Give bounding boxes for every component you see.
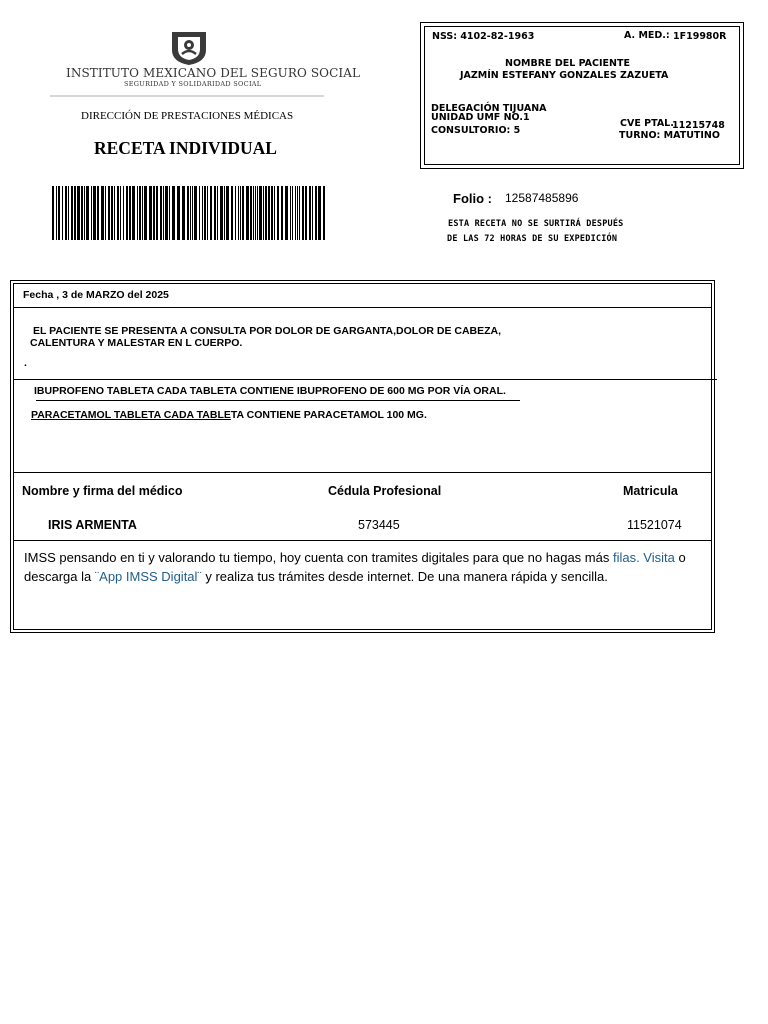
matricula-label: Matricula (623, 484, 678, 498)
barcode-bar (86, 186, 89, 240)
expiry-notice-line-2: DE LAS 72 HORAS DE SU EXPEDICIÓN (447, 234, 618, 244)
barcode-bar (111, 186, 113, 240)
barcode-bar (163, 186, 164, 240)
barcode-bar (265, 186, 267, 240)
barcode-bar (210, 186, 212, 240)
nss-number: NSS: 4102-82-1963 (432, 31, 535, 42)
diagnosis-line-2: CALENTURA Y MALESTAR EN L CUERPO. (30, 337, 243, 349)
barcode-bar (199, 186, 200, 240)
barcode-bar (290, 186, 291, 240)
barcode-bar (93, 186, 96, 240)
header-divider (50, 95, 324, 97)
barcode-bar (58, 186, 60, 240)
footer-text-1: IMSS pensando en ti y valorando tu tiempo, hoy cuenta con tramites digitales para que no hagas más (24, 550, 613, 565)
barcode-bar (91, 186, 92, 240)
barcode-bar (305, 186, 307, 240)
barcode-bar (285, 186, 288, 240)
barcode-bar (153, 186, 155, 240)
diagnosis-divider (13, 379, 717, 380)
barcode-bar (160, 186, 162, 240)
document-title: RECETA INDIVIDUAL (94, 138, 277, 158)
barcode-bar (202, 186, 203, 240)
barcode-bar (139, 186, 141, 240)
barcode-bar (192, 186, 193, 240)
barcode-bar (220, 186, 223, 240)
barcode-bar (132, 186, 135, 240)
doctor-name-label: Nombre y firma del médico (22, 484, 183, 498)
barcode-bar (224, 186, 225, 240)
medication-divider (13, 472, 712, 473)
barcode-bar (108, 186, 110, 240)
barcode-bar (250, 186, 252, 240)
barcode-bar (292, 186, 293, 240)
barcode-bar (259, 186, 262, 240)
patient-name-label: NOMBRE DEL PACIENTE (505, 58, 630, 69)
barcode-bar (242, 186, 244, 240)
barcode-bar (257, 186, 258, 240)
barcode-bar (68, 186, 69, 240)
barcode-bar (187, 186, 189, 240)
footer-text-2: o descarga la (24, 550, 686, 584)
barcode-bar (137, 186, 138, 240)
diagnosis-line-1: EL PACIENTE SE PRESENTA A CONSULTA POR DOLOR DE GARGANTA,DOLOR DE CABEZA, (33, 325, 502, 337)
barcode-bar (238, 186, 239, 240)
cedula-label: Cédula Profesional (328, 484, 442, 498)
barcode-bar (117, 186, 119, 240)
medication-1-underline (36, 400, 520, 401)
barcode-bar (312, 186, 313, 240)
folio-label: Folio : (453, 191, 492, 206)
barcode-bar (323, 186, 325, 240)
barcode-bar (105, 186, 106, 240)
barcode-bar (315, 186, 317, 240)
institution-motto: SEGURIDAD Y SOLIDARIDAD SOCIAL (124, 80, 262, 88)
barcode-bar (297, 186, 298, 240)
barcode-bar (277, 186, 279, 240)
barcode-bar (126, 186, 128, 240)
delegacion: DELEGACIÓN TIJUANA (431, 103, 547, 114)
barcode-bar (190, 186, 191, 240)
department-name: DIRECCIÓN DE PRESTACIONES MÉDICAS (81, 110, 294, 122)
barcode-bar (56, 186, 57, 240)
barcode-bar (52, 186, 54, 240)
barcode-bar (255, 186, 256, 240)
barcode-bar (268, 186, 270, 240)
barcode-bar (120, 186, 121, 240)
barcode-bar (177, 186, 180, 240)
cedula-value: 573445 (358, 518, 400, 532)
barcode-bar (253, 186, 254, 240)
barcode-bar (207, 186, 208, 240)
barcode-bar (194, 186, 197, 240)
barcode-bar (129, 186, 131, 240)
barcode-bar (172, 186, 175, 240)
barcode-bar (81, 186, 83, 240)
consultorio: CONSULTORIO: 5 (431, 125, 521, 136)
medication-2 (31, 409, 427, 421)
barcode-bar (71, 186, 73, 240)
doctor-name: IRIS ARMENTA (48, 518, 137, 532)
barcode-bar (299, 186, 300, 240)
barcode-bar (156, 186, 158, 240)
barcode-bar (97, 186, 99, 240)
digital-services-note (24, 548, 694, 586)
barcode-bar (62, 186, 63, 240)
barcode-bar (142, 186, 143, 240)
matricula-value: 11521074 (627, 518, 682, 532)
medication-2-underlined: PARACETAMOL TABLETA CADA TABLE (31, 409, 231, 421)
barcode-bar (77, 186, 80, 240)
cve-ptal-value: 11215748 (672, 120, 725, 131)
barcode-bar (246, 186, 249, 240)
medication-2-rest: TA CONTIENE PARACETAMOL 100 MG. (230, 409, 427, 421)
barcode-bar (204, 186, 206, 240)
barcode-bar (309, 186, 311, 240)
footer-text-3: y realiza tus trámites desde internet. De una manera rápida y sencilla. (201, 569, 608, 584)
barcode-bar (169, 186, 170, 240)
expiry-notice-line-1: ESTA RECETA NO SE SURTIRÁ DESPUÉS (448, 219, 624, 229)
barcode-bar (65, 186, 67, 240)
filas-visita-link[interactable]: filas. Visita (612, 550, 675, 565)
barcode-bar (84, 186, 85, 240)
barcode-bar (302, 186, 304, 240)
barcode-bar (318, 186, 321, 240)
barcode-bar (295, 186, 296, 240)
barcode-bar (235, 186, 236, 240)
barcode-bar (281, 186, 283, 240)
cve-ptal-label: CVE PTAL. (620, 118, 674, 129)
medication-1: IBUPROFENO TABLETA CADA TABLETA CONTIENE IBUPROFENO DE 600 MG POR VÍA ORAL. (34, 385, 506, 397)
barcode-image (52, 186, 325, 240)
barcode-bar (214, 186, 216, 240)
app-imss-digital-link[interactable]: ¨App IMSS Digital¨ (94, 569, 202, 584)
institution-name: INSTITUTO MEXICANO DEL SEGURO SOCIAL (66, 66, 361, 80)
barcode-bar (165, 186, 168, 240)
patient-info-inner-border (424, 26, 740, 165)
barcode-bar (123, 186, 124, 240)
a-med-label: A. MED.: (624, 30, 670, 41)
prescription-date: Fecha , 3 de MARZO del 2025 (23, 289, 169, 301)
a-med-value: 1F19980R (673, 31, 727, 42)
doctor-divider (13, 540, 712, 541)
barcode-bar (217, 186, 218, 240)
barcode-bar (231, 186, 233, 240)
barcode-bar (101, 186, 104, 240)
barcode-bar (226, 186, 229, 240)
imss-logo-icon (168, 28, 210, 66)
barcode-bar (240, 186, 241, 240)
barcode-bar (271, 186, 273, 240)
barcode-bar (182, 186, 185, 240)
diagnosis-dot: . (24, 357, 27, 369)
barcode-bar (144, 186, 147, 240)
barcode-bar (263, 186, 264, 240)
folio-value: 12587485896 (505, 191, 579, 205)
patient-name: JAZMÍN ESTEFANY GONZALES ZAZUETA (460, 70, 669, 81)
barcode-bar (274, 186, 275, 240)
barcode-bar (74, 186, 76, 240)
barcode-bar (149, 186, 152, 240)
date-divider (13, 307, 712, 308)
unidad: UNIDAD UMF NO.1 (431, 112, 530, 123)
turno: TURNO: MATUTINO (619, 130, 720, 141)
barcode-bar (114, 186, 115, 240)
